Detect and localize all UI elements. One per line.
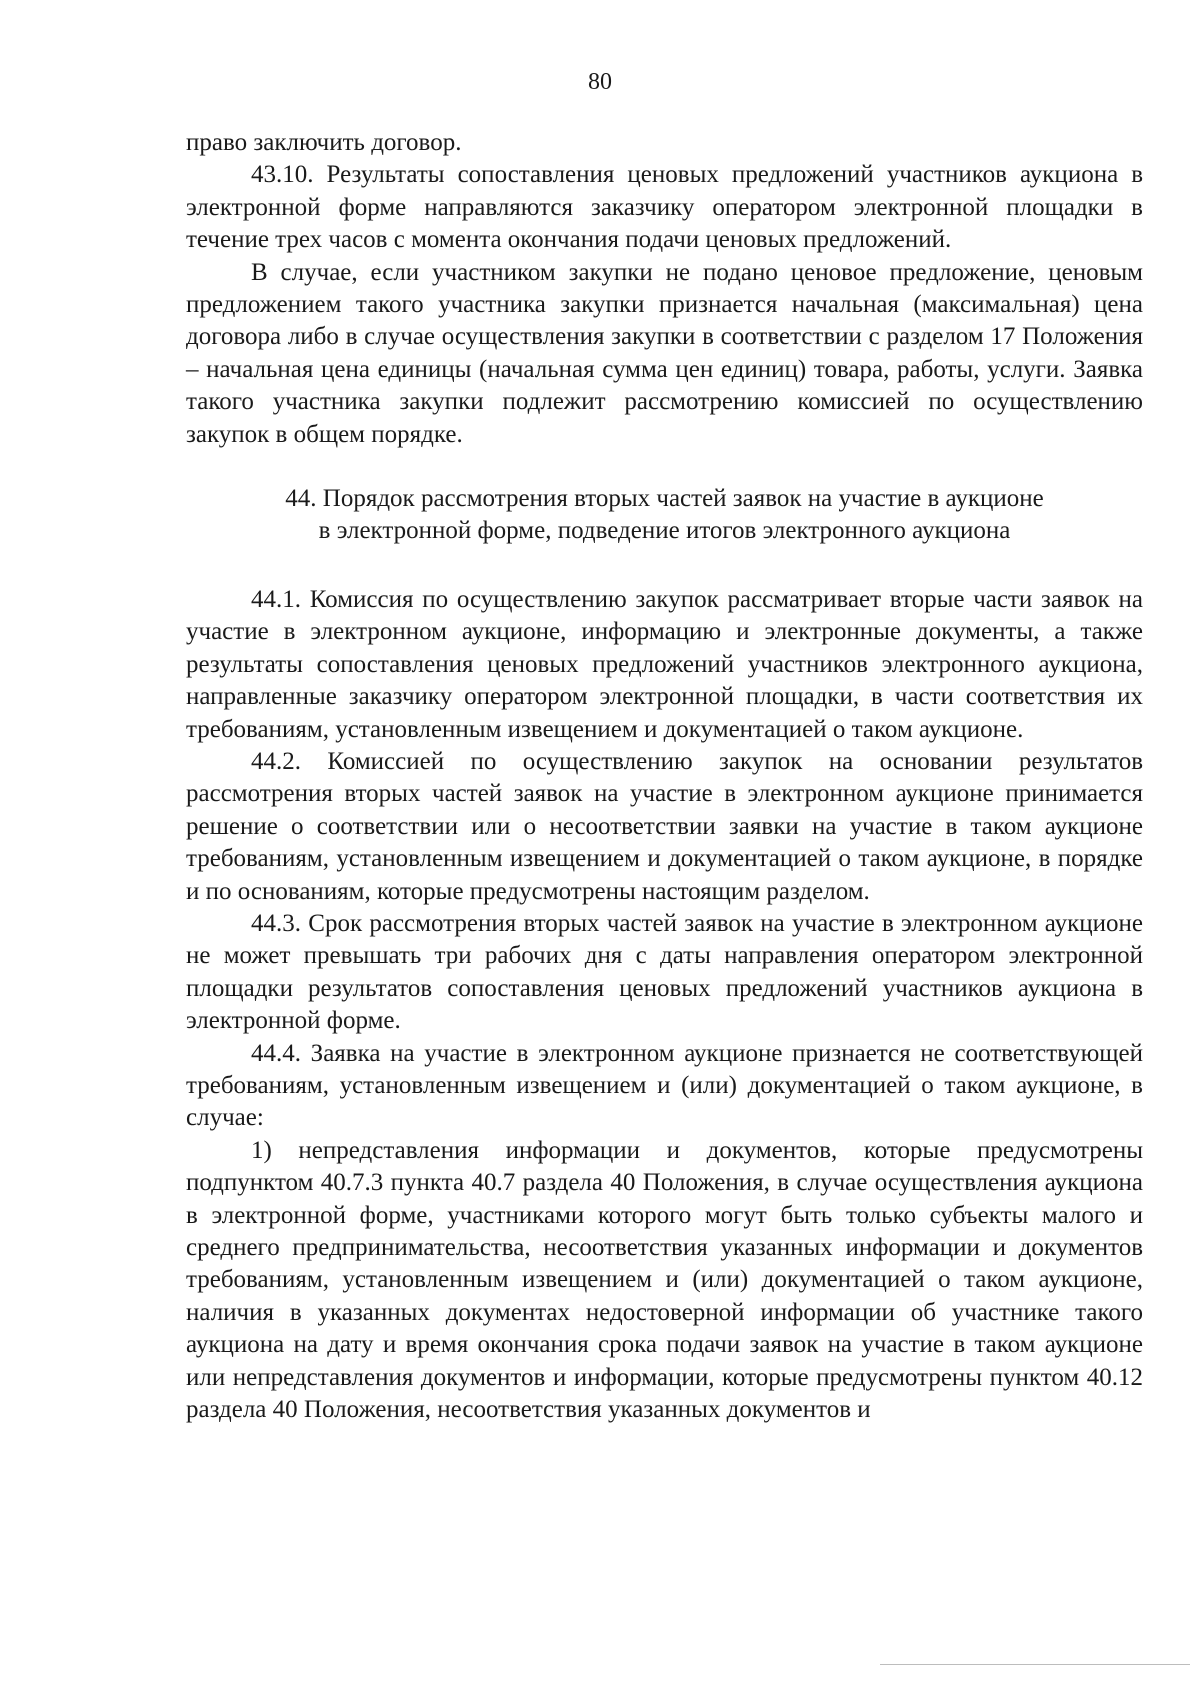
scan-edge-line: [880, 1664, 1190, 1665]
document-body: [186, 127, 1143, 1426]
section-heading-line2: в электронной форме, подведение итогов электронного аукциона: [318, 517, 1011, 545]
paragraph-44-2: 44.2. Комиссией по осуществлению закупок на основании результатов рассмотрения вторых частей заявок на участие в электронном аукционе принимается решение о соответствии или о несоответствии заявки на участие в таком аукционе требованиям, установленным извещением и документацией о таком аукционе, в порядке и по основаниям, которые предусмотрены настоящим разделом.: [186, 747, 1143, 905]
paragraph-44-3: 44.3. Срок рассмотрения вторых частей заявок на участие в электронном аукционе не может превышать три рабочих дня с даты направления оператором электронной площадки результатов сопоставления ценовых предложений участников аукциона в электронной форме.: [186, 909, 1143, 1035]
section-heading-line1: 44. Порядок рассмотрения вторых частей заявок на участие в аукционе: [285, 485, 1044, 513]
page-number: 80: [588, 69, 612, 95]
paragraph-44-1: 44.1. Комиссия по осуществлению закупок рассматривает вторые части заявок на участие в электронном аукционе, информацию и электронные документы, а также результаты сопоставления ценовых предложений участников электронного аукциона, направленные заказчику оператором электронной площадки, в части соответствия их требованиям, установленным извещением и документацией о таком аукционе.: [186, 585, 1143, 743]
paragraph-44-4-item-1: 1) непредставления информации и документов, которые предусмотрены подпунктом 40.7.3 пункта 40.7 раздела 40 Положения, в случае осуществления аукциона в электронной форме, участниками которого могут быть только субъекты малого и среднего предпринимательства, несоответствия указанных информации и документов требованиям, установленным извещением и (или) документацией о таком аукционе, наличия в указанных документах недостоверной информации об участнике такого аукциона на дату и время окончания срока подачи заявок на участие в таком аукционе или непредставления документов и информации, которые предусмотрены пунктом 40.12 раздела 40 Положения, несоответствия указанных документов и: [186, 1136, 1143, 1424]
paragraph-43-10-cont: В случае, если участником закупки не подано ценовое предложение, ценовым предложением такого участника закупки признается начальная (максимальная) цена договора либо в случае осуществления закупки в соответствии с разделом 17 Положения – начальная цена единицы (начальная сумма цен единиц) товара, работы, услуги. Заявка такого участника закупки подлежит рассмотрению комиссией по осуществлению закупок в общем порядке.: [186, 258, 1143, 448]
paragraph-44-4: 44.4. Заявка на участие в электронном аукционе признается не соответствующей требованиям, установленным извещением и (или) документацией о таком аукционе, в случае:: [186, 1039, 1143, 1132]
paragraph-43-10: 43.10. Результаты сопоставления ценовых предложений участников аукциона в электронной форме направляются заказчику оператором электронной площадки в течение трех часов с момента окончания подачи ценовых предложений.: [186, 161, 1143, 254]
paragraph-continuation: право заключить договор.: [186, 129, 462, 156]
section-heading-44: [186, 483, 1143, 548]
